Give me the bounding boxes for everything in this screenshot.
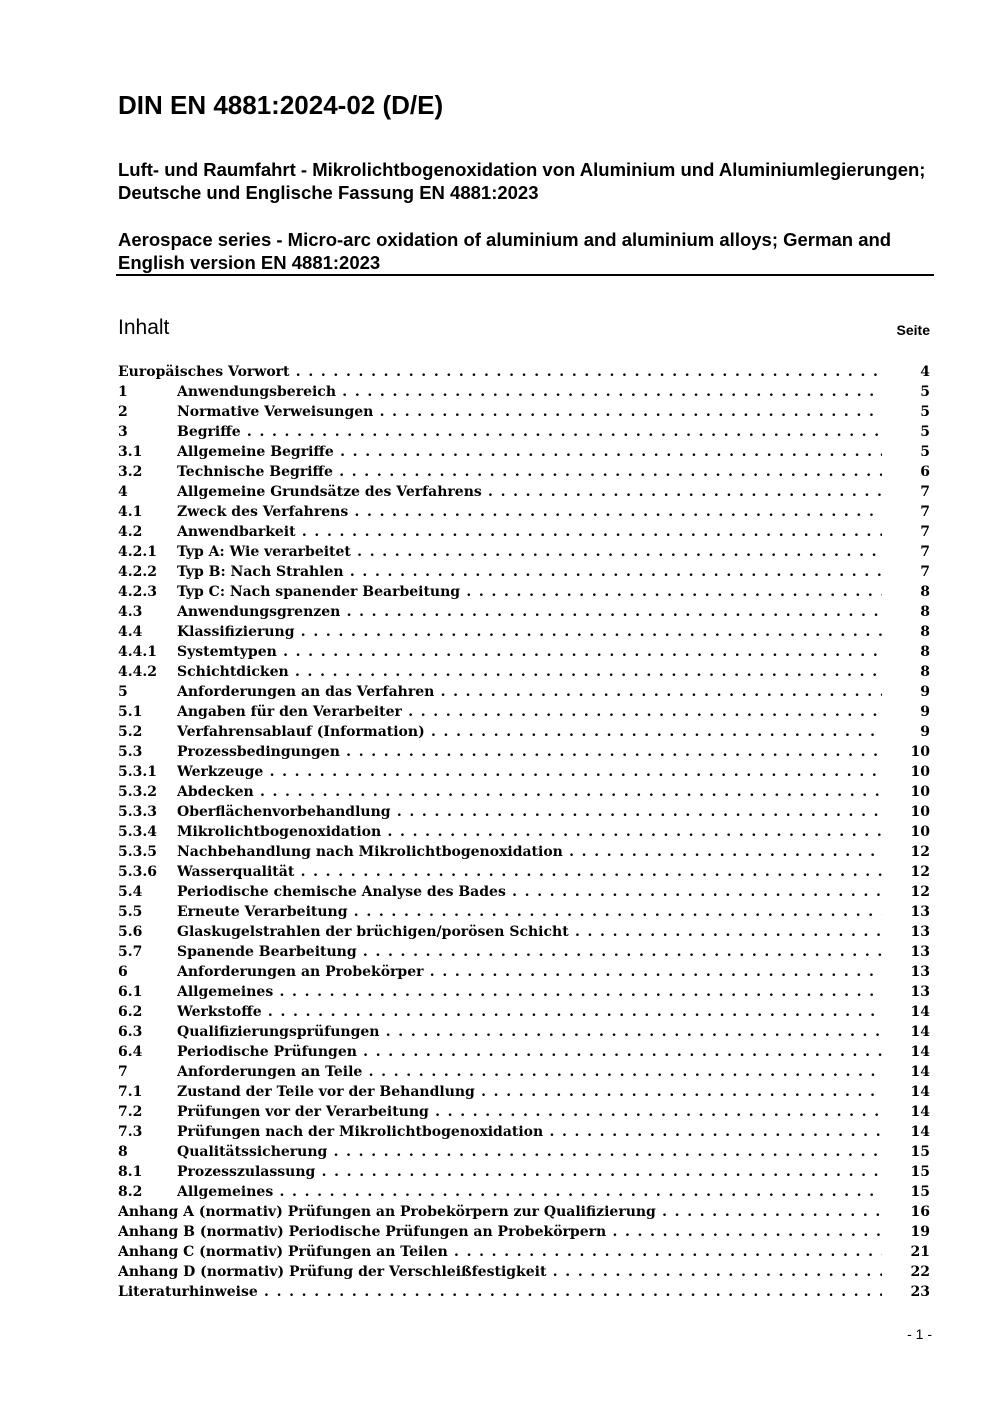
toc-entry-number: 7.2	[118, 1104, 143, 1120]
toc-entry-number: 5.3.2	[118, 784, 157, 800]
toc-entry-number: 5.5	[118, 904, 143, 920]
toc-entry-title: Anhang D (normativ) Prüfung der Verschleißfestigkeit . . .	[118, 1262, 882, 1282]
toc-entry-page: 15	[910, 1144, 930, 1160]
toc-entry-title: Mikrolichtbogenoxidation . . .	[177, 822, 882, 842]
toc-entry[interactable]	[118, 482, 930, 502]
toc-entry-page: 8	[920, 644, 930, 660]
toc-entry[interactable]	[118, 502, 930, 522]
toc-entry-title: Typ C: Nach spanender Bearbeitung . . .	[177, 582, 882, 602]
toc-entry[interactable]	[118, 842, 930, 862]
toc-entry-number: 5.3.5	[118, 844, 157, 860]
toc-entry[interactable]	[118, 1122, 930, 1142]
toc-entry-number: 6.1	[118, 984, 143, 1000]
toc-entry-title: Verfahrensablauf (Information) . . .	[177, 722, 882, 742]
toc-entry-page: 15	[910, 1184, 930, 1200]
toc-entry-page: 7	[920, 504, 930, 520]
toc-entry-page: 8	[920, 624, 930, 640]
toc-entry-page: 10	[910, 784, 930, 800]
toc-entry[interactable]	[118, 442, 930, 462]
toc-entry-number: 2	[118, 404, 128, 420]
toc-entry-title: Allgemeine Grundsätze des Verfahrens . . .	[177, 482, 882, 502]
toc-entry-page: 12	[910, 884, 930, 900]
toc-entry-page: 5	[920, 404, 930, 420]
toc-entry-title: Anforderungen an Teile . . .	[177, 1062, 882, 1082]
toc-entry-title: Allgemeines . . .	[177, 982, 882, 1002]
toc-entry-page: 10	[910, 804, 930, 820]
toc-entry-title: Angaben für den Verarbeiter . . .	[177, 702, 882, 722]
toc-entry-page: 13	[910, 904, 930, 920]
toc-entry-number: 4.2.1	[118, 544, 157, 560]
toc-entry-page: 9	[920, 724, 930, 740]
toc-entry[interactable]	[118, 862, 930, 882]
toc-entry-title: Glaskugelstrahlen der brüchigen/porösen Schicht . . .	[177, 922, 882, 942]
toc-entry-page: 10	[910, 764, 930, 780]
toc-entry-title: Zweck des Verfahrens . . .	[177, 502, 882, 522]
toc-entry-number: 7.3	[118, 1124, 143, 1140]
toc-entry[interactable]	[118, 1242, 930, 1262]
toc-entry-page: 5	[920, 444, 930, 460]
toc-entry-title: Anhang A (normativ) Prüfungen an Probekörpern zur Qualifizierung . . .	[118, 1202, 882, 1222]
toc-entry-number: 5.1	[118, 704, 143, 720]
toc-entry-number: 8.1	[118, 1164, 143, 1180]
toc-entry-page: 8	[920, 664, 930, 680]
toc-entry-title: Oberflächenvorbehandlung . . .	[177, 802, 882, 822]
toc-entry-number: 3.1	[118, 444, 143, 460]
toc-entry[interactable]	[118, 682, 930, 702]
toc-entry-page: 5	[920, 384, 930, 400]
toc-entry[interactable]	[118, 1002, 930, 1022]
toc-entry[interactable]	[118, 762, 930, 782]
toc-entry[interactable]	[118, 1142, 930, 1162]
toc-entry[interactable]	[118, 362, 930, 382]
toc-entry[interactable]	[118, 822, 930, 842]
toc-entry-number: 7.1	[118, 1084, 143, 1100]
toc-entry-title: Werkzeuge . . .	[177, 762, 882, 782]
toc-entry-number: 8.2	[118, 1184, 143, 1200]
toc-entry[interactable]	[118, 642, 930, 662]
toc-entry[interactable]	[118, 962, 930, 982]
toc-entry-title: Spanende Bearbeitung . . .	[177, 942, 882, 962]
toc-entry[interactable]	[118, 1042, 930, 1062]
toc-entry-number: 5.6	[118, 924, 143, 940]
document-title: DIN EN 4881:2024-02 (D/E)	[118, 90, 444, 120]
toc-entry-number: 3.2	[118, 464, 143, 480]
toc-entry-page: 14	[910, 1024, 930, 1040]
toc-entry[interactable]	[118, 1202, 930, 1222]
toc-entry-title: Prüfungen vor der Verarbeitung . . .	[177, 1102, 882, 1122]
toc-entry-title: Typ B: Nach Strahlen . . .	[177, 562, 882, 582]
toc-entry-title: Wasserqualität . . .	[177, 862, 882, 882]
toc-entry[interactable]	[118, 1082, 930, 1102]
toc-entry-number: 6.2	[118, 1004, 143, 1020]
toc-entry-page: 7	[920, 484, 930, 500]
document-title-german: Luft- und Raumfahrt - Mikrolichtbogenoxidation von Aluminium und Aluminiumlegierungen; Deutsche und Englische Fassung EN 4881:2023	[118, 159, 926, 203]
toc-entry-number: 4.2.2	[118, 564, 157, 580]
toc-entry-page: 7	[920, 564, 930, 580]
toc-entry-page: 9	[920, 704, 930, 720]
toc-entry[interactable]	[118, 742, 930, 762]
toc-entry-page: 23	[910, 1284, 930, 1300]
toc-entry-page: 14	[910, 1084, 930, 1100]
toc-entry-title: Typ A: Wie verarbeitet . . .	[177, 542, 882, 562]
title-divider	[116, 274, 934, 276]
toc-entry-page: 14	[910, 1004, 930, 1020]
toc-entry[interactable]	[118, 1222, 930, 1242]
toc-entry-title: Qualitätssicherung . . .	[177, 1142, 882, 1162]
toc-entry-number: 6.4	[118, 1044, 143, 1060]
toc-entry-page: 13	[910, 964, 930, 980]
toc-entry-page: 12	[910, 844, 930, 860]
toc-entry-number: 4.4.2	[118, 664, 157, 680]
toc-entry-number: 5.3.3	[118, 804, 157, 820]
toc-entry[interactable]	[118, 782, 930, 802]
table-of-contents	[118, 362, 930, 1302]
toc-entry-title: Anhang B (normativ) Periodische Prüfungen an Probekörpern . . .	[118, 1222, 882, 1242]
page-number: - 1 -	[907, 1326, 932, 1342]
toc-entry-title: Anhang C (normativ) Prüfungen an Teilen . . .	[118, 1242, 882, 1262]
toc-entry-title: Erneute Verarbeitung . . .	[177, 902, 882, 922]
toc-entry-page: 7	[920, 524, 930, 540]
toc-entry[interactable]	[118, 702, 930, 722]
toc-entry-number: 5.3	[118, 744, 143, 760]
toc-entry-page: 8	[920, 584, 930, 600]
toc-entry-number: 4.4.1	[118, 644, 157, 660]
toc-entry-page: 4	[920, 364, 930, 380]
toc-entry-title: Abdecken . . .	[177, 782, 882, 802]
toc-entry-title: Nachbehandlung nach Mikrolichtbogenoxidation . . .	[177, 842, 882, 862]
toc-entry-page: 10	[910, 824, 930, 840]
toc-entry-title: Periodische chemische Analyse des Bades . . .	[177, 882, 882, 902]
toc-entry[interactable]	[118, 902, 930, 922]
toc-entry[interactable]	[118, 722, 930, 742]
toc-entry-title: Prozesszulassung . . .	[177, 1162, 882, 1182]
toc-entry[interactable]	[118, 582, 930, 602]
toc-entry[interactable]	[118, 1262, 930, 1282]
toc-entry-title: Literaturhinweise . . .	[118, 1282, 882, 1302]
toc-entry[interactable]	[118, 522, 930, 542]
toc-entry-page: 10	[910, 744, 930, 760]
toc-entry-title: Allgemeines . . .	[177, 1182, 882, 1202]
toc-entry-page: 8	[920, 604, 930, 620]
toc-entry-number: 5.3.4	[118, 824, 157, 840]
toc-entry[interactable]	[118, 1162, 930, 1182]
toc-entry[interactable]	[118, 562, 930, 582]
toc-entry-number: 5.2	[118, 724, 143, 740]
toc-entry-page: 5	[920, 424, 930, 440]
toc-entry-number: 3	[118, 424, 128, 440]
toc-entry-page: 9	[920, 684, 930, 700]
toc-entry-page: 14	[910, 1044, 930, 1060]
toc-entry-page: 14	[910, 1064, 930, 1080]
toc-entry-title: Anwendungsbereich . . .	[177, 382, 882, 402]
toc-entry[interactable]	[118, 662, 930, 682]
toc-heading: Inhalt	[118, 316, 170, 339]
toc-page-column-label: Seite	[896, 322, 930, 338]
toc-entry-page: 13	[910, 944, 930, 960]
toc-entry-title: Qualifizierungsprüfungen . . .	[177, 1022, 882, 1042]
toc-entry-title: Werkstoffe . . .	[177, 1002, 882, 1022]
toc-entry-number: 4.3	[118, 604, 143, 620]
toc-entry-title: Systemtypen . . .	[177, 642, 882, 662]
document-title-english: Aerospace series - Micro-arc oxidation of aluminium and aluminium alloys; German and English version EN 4881:2023	[118, 229, 892, 273]
toc-entry-title: Zustand der Teile vor der Behandlung . . .	[177, 1082, 882, 1102]
toc-entry[interactable]	[118, 922, 930, 942]
toc-entry[interactable]	[118, 1182, 930, 1202]
toc-entry[interactable]	[118, 1062, 930, 1082]
toc-entry-title: Anwendbarkeit . . .	[177, 522, 882, 542]
toc-entry[interactable]	[118, 1022, 930, 1042]
toc-entry[interactable]	[118, 462, 930, 482]
toc-entry-number: 4.2.3	[118, 584, 157, 600]
toc-entry-page: 22	[910, 1264, 930, 1280]
toc-entry-number: 5.3.1	[118, 764, 157, 780]
toc-entry-title: Klassifizierung . . .	[177, 622, 882, 642]
toc-entry-page: 14	[910, 1104, 930, 1120]
toc-entry[interactable]	[118, 422, 930, 442]
toc-entry-title: Begriffe . . .	[177, 422, 882, 442]
toc-entry-page: 15	[910, 1164, 930, 1180]
toc-entry-page: 21	[910, 1244, 930, 1260]
toc-entry-title: Allgemeine Begriffe . . .	[177, 442, 882, 462]
toc-entry-title: Anwendungsgrenzen . . .	[177, 602, 882, 622]
toc-entry-title: Anforderungen an Probekörper . . .	[177, 962, 882, 982]
toc-entry[interactable]	[118, 1102, 930, 1122]
toc-entry[interactable]	[118, 622, 930, 642]
toc-entry-page: 6	[920, 464, 930, 480]
toc-entry-title: Periodische Prüfungen . . .	[177, 1042, 882, 1062]
toc-entry[interactable]	[118, 942, 930, 962]
toc-entry-title: Schichtdicken . . .	[177, 662, 882, 682]
toc-entry-number: 5	[118, 684, 128, 700]
toc-entry-number: 5.3.6	[118, 864, 157, 880]
toc-entry-title: Anforderungen an das Verfahren . . .	[177, 682, 882, 702]
toc-entry[interactable]	[118, 542, 930, 562]
toc-entry-page: 13	[910, 984, 930, 1000]
toc-entry[interactable]	[118, 382, 930, 402]
toc-entry-page: 7	[920, 544, 930, 560]
toc-entry-title: Technische Begriffe . . .	[177, 462, 882, 482]
toc-entry-number: 4.2	[118, 524, 143, 540]
toc-entry-number: 5.7	[118, 944, 143, 960]
toc-entry-title: Prozessbedingungen . . .	[177, 742, 882, 762]
toc-entry[interactable]	[118, 602, 930, 622]
toc-entry-number: 4	[118, 484, 128, 500]
toc-entry-number: 8	[118, 1144, 128, 1160]
toc-entry-title: Normative Verweisungen . . .	[177, 402, 882, 422]
toc-entry-page: 13	[910, 924, 930, 940]
toc-entry[interactable]	[118, 1282, 930, 1302]
toc-entry-number: 4.1	[118, 504, 143, 520]
toc-entry-number: 6.3	[118, 1024, 143, 1040]
toc-entry-number: 1	[118, 384, 128, 400]
toc-entry-number: 7	[118, 1064, 128, 1080]
toc-entry-page: 19	[910, 1224, 930, 1240]
toc-entry[interactable]	[118, 982, 930, 1002]
toc-entry-title: Europäisches Vorwort . . .	[118, 362, 882, 382]
toc-entry-page: 16	[910, 1204, 930, 1220]
toc-entry[interactable]	[118, 802, 930, 822]
toc-entry-page: 12	[910, 864, 930, 880]
toc-entry-number: 5.4	[118, 884, 143, 900]
toc-entry[interactable]	[118, 402, 930, 422]
toc-entry-page: 14	[910, 1124, 930, 1140]
toc-entry-number: 4.4	[118, 624, 143, 640]
toc-entry-number: 6	[118, 964, 128, 980]
toc-entry[interactable]	[118, 882, 930, 902]
toc-entry-title: Prüfungen nach der Mikrolichtbogenoxidation . . .	[177, 1122, 882, 1142]
